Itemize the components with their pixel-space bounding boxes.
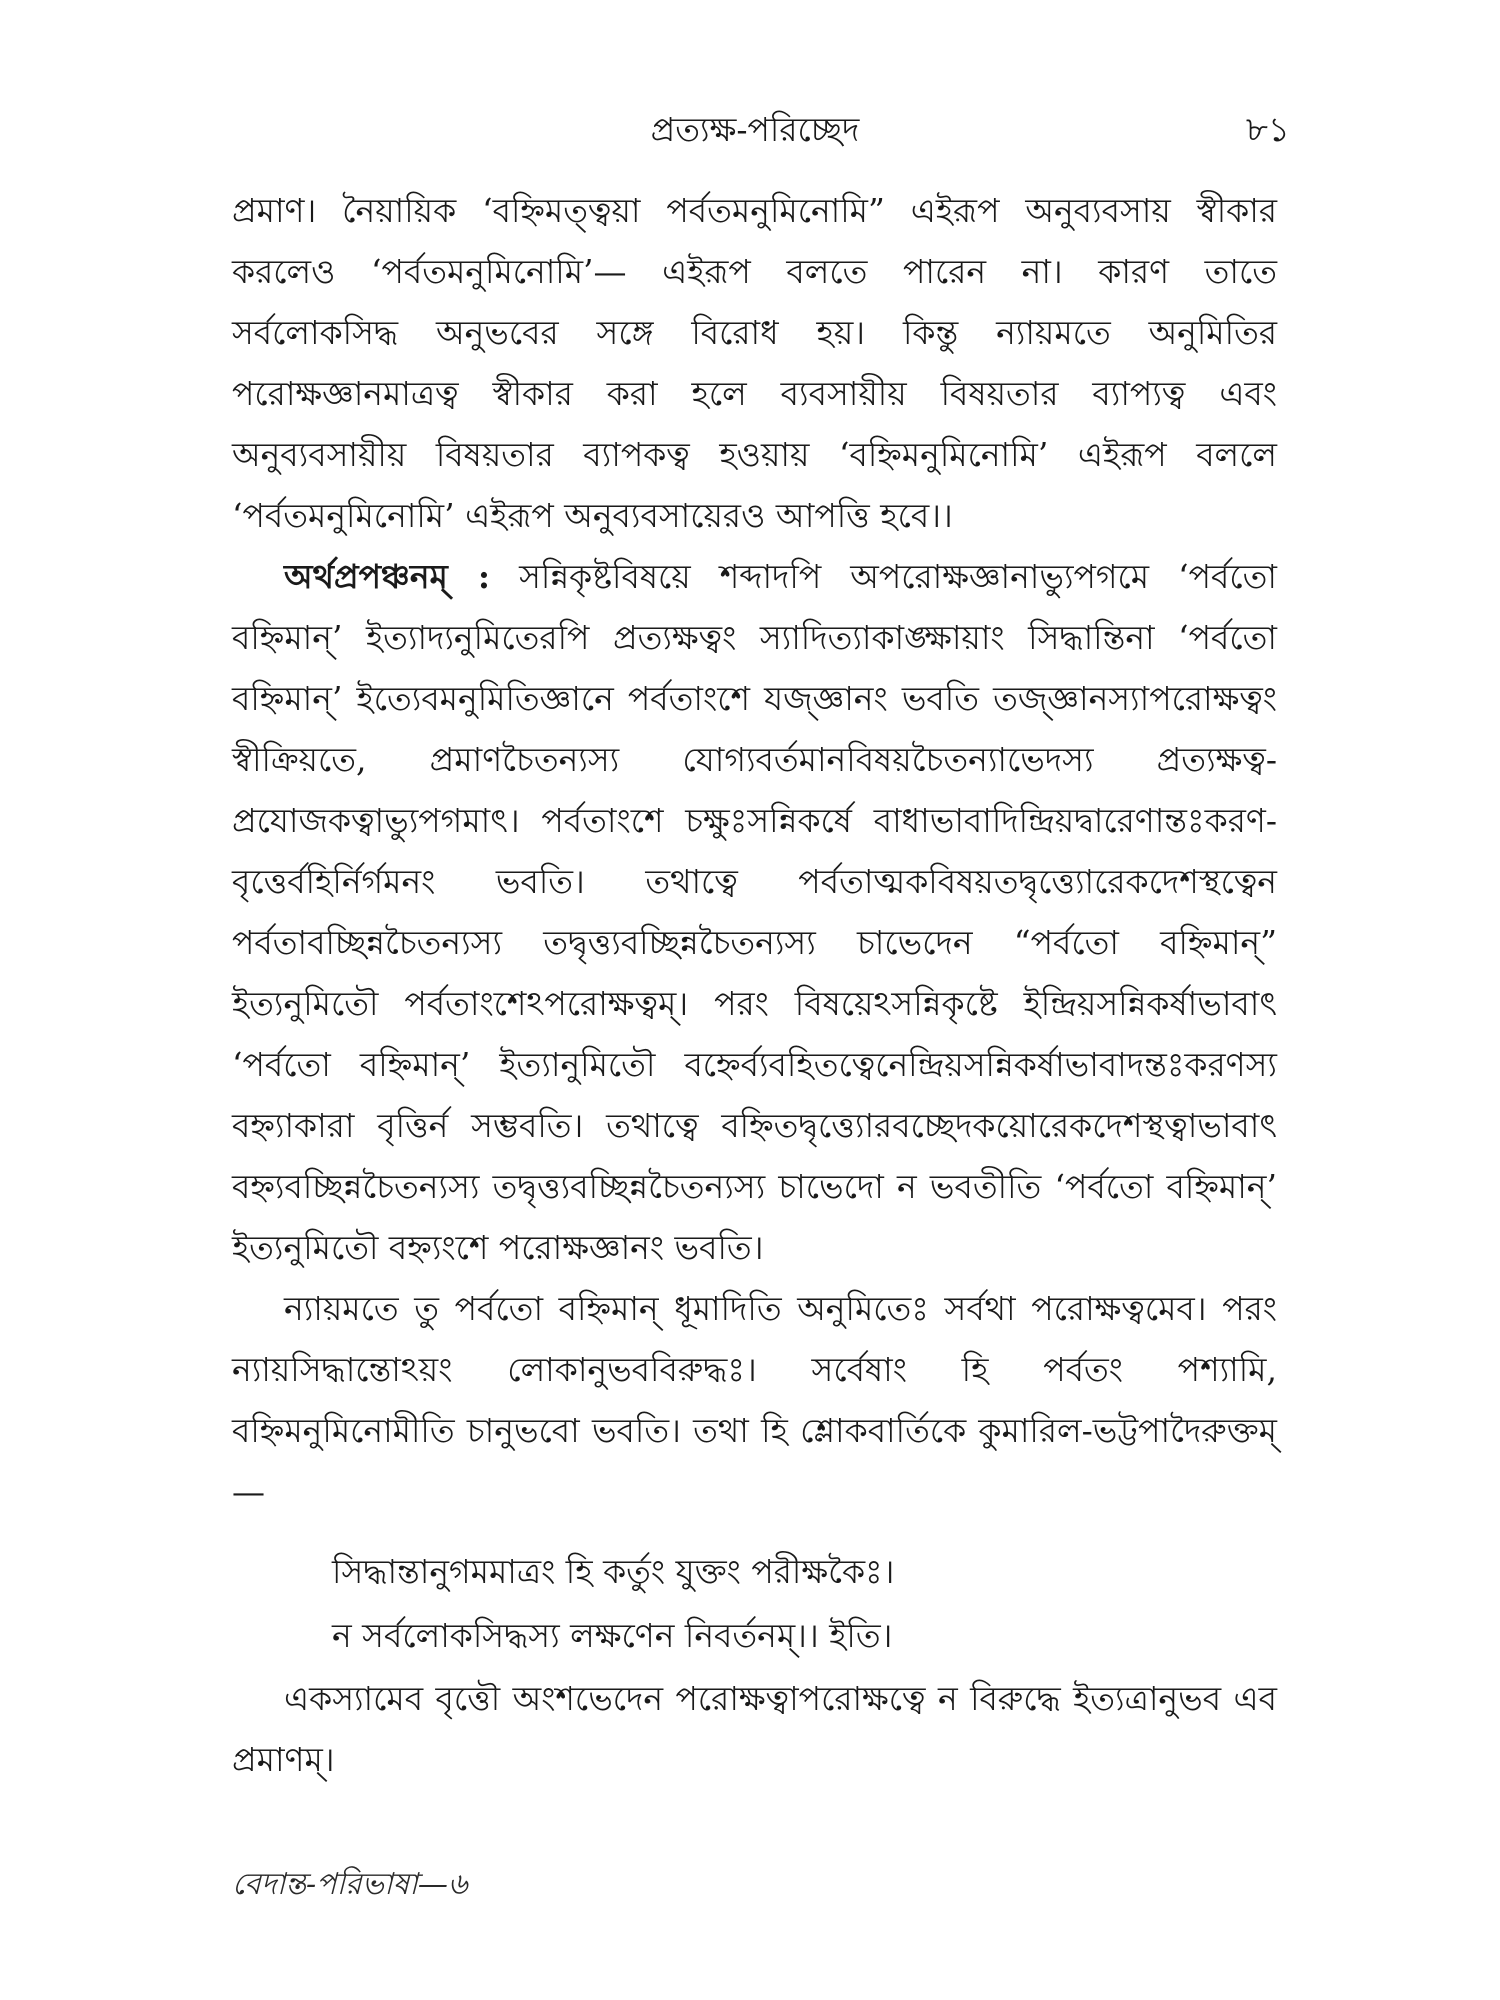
paragraph-4: একস্যামেব বৃত্তৌ অংশভেদেন পরোক্ষত্বাপরোক্ষত্বে ন বিরুদ্ধে ইত্যত্রানুভব এব প্রমাণম্।	[232, 1679, 1277, 1779]
verse-line-1: সিদ্ধান্তানুগমমাত্রং হি কর্তুং যুক্তং পরীক্ষকৈঃ।	[332, 1552, 895, 1591]
page-header	[220, 100, 1290, 160]
verse-line-2: ন সর্বলোকসিদ্ধস্য লক্ষণেন নিবর্তনম্।। ইতি।	[332, 1616, 893, 1655]
page-body	[232, 180, 1277, 1790]
paragraph-1: প্রমাণ। নৈয়ায়িক ‘বহ্নিমত্ত্বয়া পর্বতমনুমিনোমি” এইরূপ অনুব্যবসায় স্বীকার করলেও ‘পর্বতমনুমিনোমি’— এইরূপ বলতে পারেন না। কারণ তাতে সর্বলোকসিদ্ধ অনুভবের সঙ্গে বিরোধ হয়। কিন্তু ন্যায়মতে অনুমিতির পরোক্ষজ্ঞানমাত্রত্ব স্বীকার করা হলে ব্যবসায়ীয় বিষয়তার ব্যাপ্যত্ব এবং অনুব্যবসায়ীয় বিষয়তার ব্যাপকত্ব হওয়ায় ‘বহ্নিমনুমিনোমি’ এইরূপ বললে ‘পর্বতমনুমিনোমি’ এইরূপ অনুব্যবসায়েরও আপত্তি হবে।।	[232, 191, 1277, 535]
paragraph-2	[232, 546, 1277, 1278]
paragraph-3: ন্যায়মতে তু পর্বতো বহ্নিমান্ ধূমাদিতি অনুমিতেঃ সর্বথা পরোক্ষত্বমেব। পরং ন্যায়সিদ্ধান্তোঽয়ং লোকানুভববিরুদ্ধঃ। সর্বেষাং হি পর্বতং পশ্যামি, বহ্নিমনুমিনোমীতি চানুভবো ভবতি। তথা হি শ্লোকবার্তিকে কুমারিল-ভট্টপাদৈরুক্তম্—	[232, 1289, 1277, 1511]
running-title: প্রত্যক্ষ-পরিচ্ছেদ	[650, 110, 860, 149]
footer-signature: বেদান্ত-পরিভাষা—৬	[232, 1867, 468, 1902]
section-heading: অর্থপ্রপঞ্চনম্ :	[284, 557, 491, 596]
verse-quote	[332, 1540, 1277, 1668]
page-number: ৮১	[1245, 110, 1290, 150]
paragraph-2-body: সন্নিকৃষ্টবিষয়ে শব্দাদপি অপরোক্ষজ্ঞানাভ্যুপগমে ‘পর্বতো বহ্নিমান্’ ইত্যাদ্যনুমিতেরপি প্রত্যক্ষত্বং স্যাদিত্যাকাঙ্ক্ষায়াং সিদ্ধান্তিনা ‘পর্বতো বহ্নিমান্’ ইত্যেবমনুমিতিজ্ঞানে পর্বতাংশে যজ্জ্ঞানং ভবতি তজ্জ্ঞানস্যাপরোক্ষত্বং স্বীক্রিয়তে, প্রমাণচৈতন্যস্য যোগ্যবর্তমানবিষয়চৈতন্যাভেদস্য প্রত্যক্ষত্ব-প্রযোজকত্বাভ্যুপগমাৎ। পর্বতাংশে চক্ষুঃসন্নিকর্ষে বাধাভাবাদিন্দ্রিয়দ্বারেণান্তঃকরণ-বৃত্তের্বহির্নির্গমনং ভবতি। তথাত্বে পর্বতাত্মকবিষয়তদ্বৃত্ত্যোরেকদেশস্থত্বেন পর্বতাবচ্ছিন্নচৈতন্যস্য তদ্বৃত্ত্যবচ্ছিন্নচৈতন্যস্য চাভেদেন “পর্বতো বহ্নিমান্” ইত্যনুমিতৌ পর্বতাংশেঽপরোক্ষত্বম্। পরং বিষয়েঽসন্নিকৃষ্টে ইন্দ্রিয়সন্নিকর্ষাভাবাৎ ‘পর্বতো বহ্নিমান্’ ইত্যানুমিতৌ বহ্নের্ব্যবহিতত্বেনেন্দ্রিয়সন্নিকর্ষাভাবাদন্তঃকরণস্য বহ্ন্যাকারা বৃত্তির্ন সম্ভবতি। তথাত্বে বহ্নিতদ্বৃত্ত্যোরবচ্ছেদকয়োরেকদেশস্থত্বাভাবাৎ বহ্ন্যবচ্ছিন্নচৈতন্যস্য তদ্বৃত্ত্যবচ্ছিন্নচৈতন্যস্য চাভেদো ন ভবতীতি ‘পর্বতো বহ্নিমান্’ ইত্যনুমিতৌ বহ্ন্যংশে পরোক্ষজ্ঞানং ভবতি।	[232, 557, 1278, 1267]
